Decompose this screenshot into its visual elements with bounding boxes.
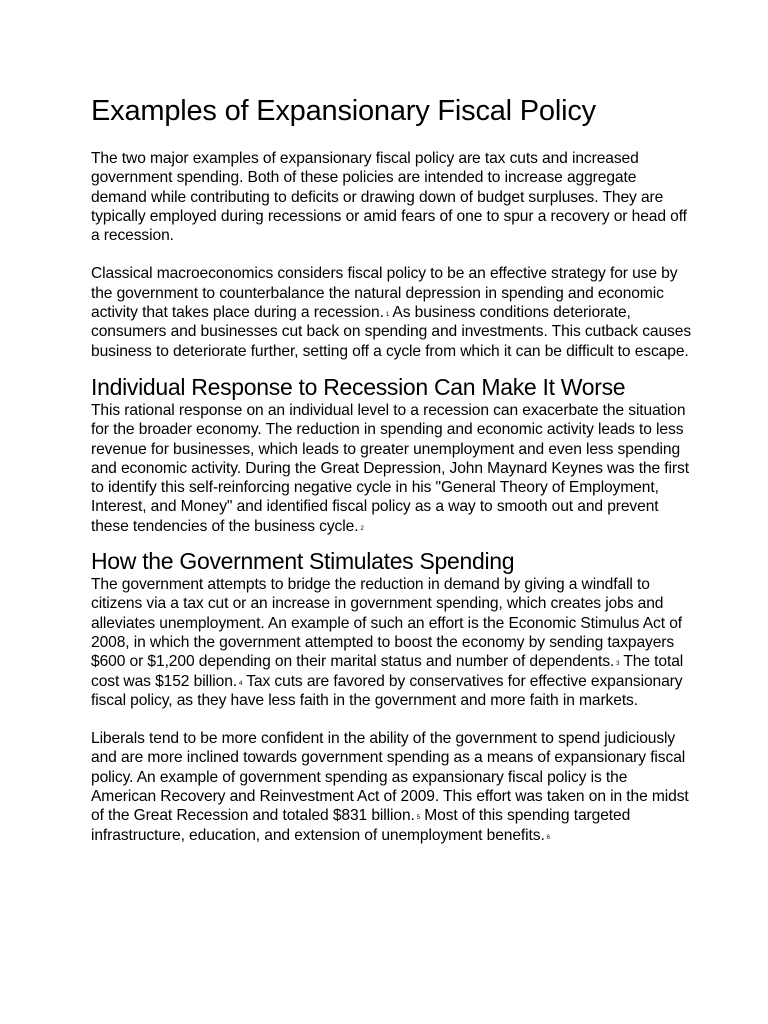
paragraph-text: As business conditions deteriorate, consumers and businesses cut back on spending and investments. This cutback causes business to deteriorate further, setting off a cycle from which it can be difficult to escape.: [91, 304, 692, 360]
paragraph-liberals: [91, 729, 694, 845]
footnote-ref[interactable]: 4: [239, 680, 243, 687]
footnote-ref[interactable]: 5: [416, 815, 421, 822]
paragraph-text: Liberals tend to be more confident in the ability of the government to spend judiciously and are more inclined towards government spending as a means of expansionary fiscal policy. An example of government spending as expansionary fiscal policy is the American Recovery and Reinvestment Act of 2009. This effort was taken on in the midst of the Great Recession and totaled $831 billion.: [91, 730, 689, 825]
footnote-ref[interactable]: 1: [385, 312, 390, 319]
paragraph-text: The total cost was $152 billion.: [91, 653, 684, 690]
section-heading-individual-response: Individual Response to Recession Can Make It Worse: [91, 373, 626, 400]
page-title: Examples of Expansionary Fiscal Policy: [91, 95, 596, 127]
paragraph-classical: [91, 264, 694, 360]
paragraph-text: Tax cuts are favored by conservatives for effective expansionary fiscal policy, as they have less faith in the government and more faith in markets.: [91, 672, 683, 709]
paragraph-text: The government attempts to bridge the reduction in demand by giving a windfall to citizens via a tax cut or an increase in government spending, which creates jobs and alleviates unemployment. An example of such an effort is the Economic Stimulus Act of 2008, in which the government attempted to boost the economy by sending taxpayers $600 or $1,200 depending on their marital status and number of dependents.: [91, 576, 683, 671]
paragraph-text: Most of this spending targeted infrastructure, education, and extension of unemployment benefits.: [91, 807, 631, 844]
paragraph-individual-response: [91, 401, 694, 536]
paragraph-text: This rational response on an individual level to a recession can exacerbate the situation for the broader economy. The reduction in spending and economic activity leads to less revenue for businesses, which leads to greater unemployment and even less spending and economic activity. During the Great Depression, John Maynard Keynes was the first to identify this self-reinforcing negative cycle in his "General Theory of Employment, Interest, and Money" and identified fiscal policy as a way to smooth out and prevent these tendencies of the business cycle.: [91, 401, 689, 535]
paragraph-government-stimulus: [91, 575, 694, 710]
footnote-ref[interactable]: 3: [616, 661, 620, 668]
section-heading-government-stimulus: How the Government Stimulates Spending: [91, 548, 515, 575]
footnote-ref[interactable]: 6: [546, 834, 550, 841]
footnote-ref[interactable]: 2: [360, 525, 364, 532]
paragraph-text: Classical macroeconomics considers fiscal policy to be an effective strategy for use by the government to counterbalance the natural depression in spending and economic activity that takes place during a recession.: [91, 265, 678, 322]
paragraph-intro: The two major examples of expansionary fiscal policy are tax cuts and increased government spending. Both of these policies are intended to increase aggregate demand while contributing to deficits or drawing down of budget surpluses. They are typically employed during recessions or amid fears of one to spur a recovery or head off a recession.: [91, 150, 687, 245]
